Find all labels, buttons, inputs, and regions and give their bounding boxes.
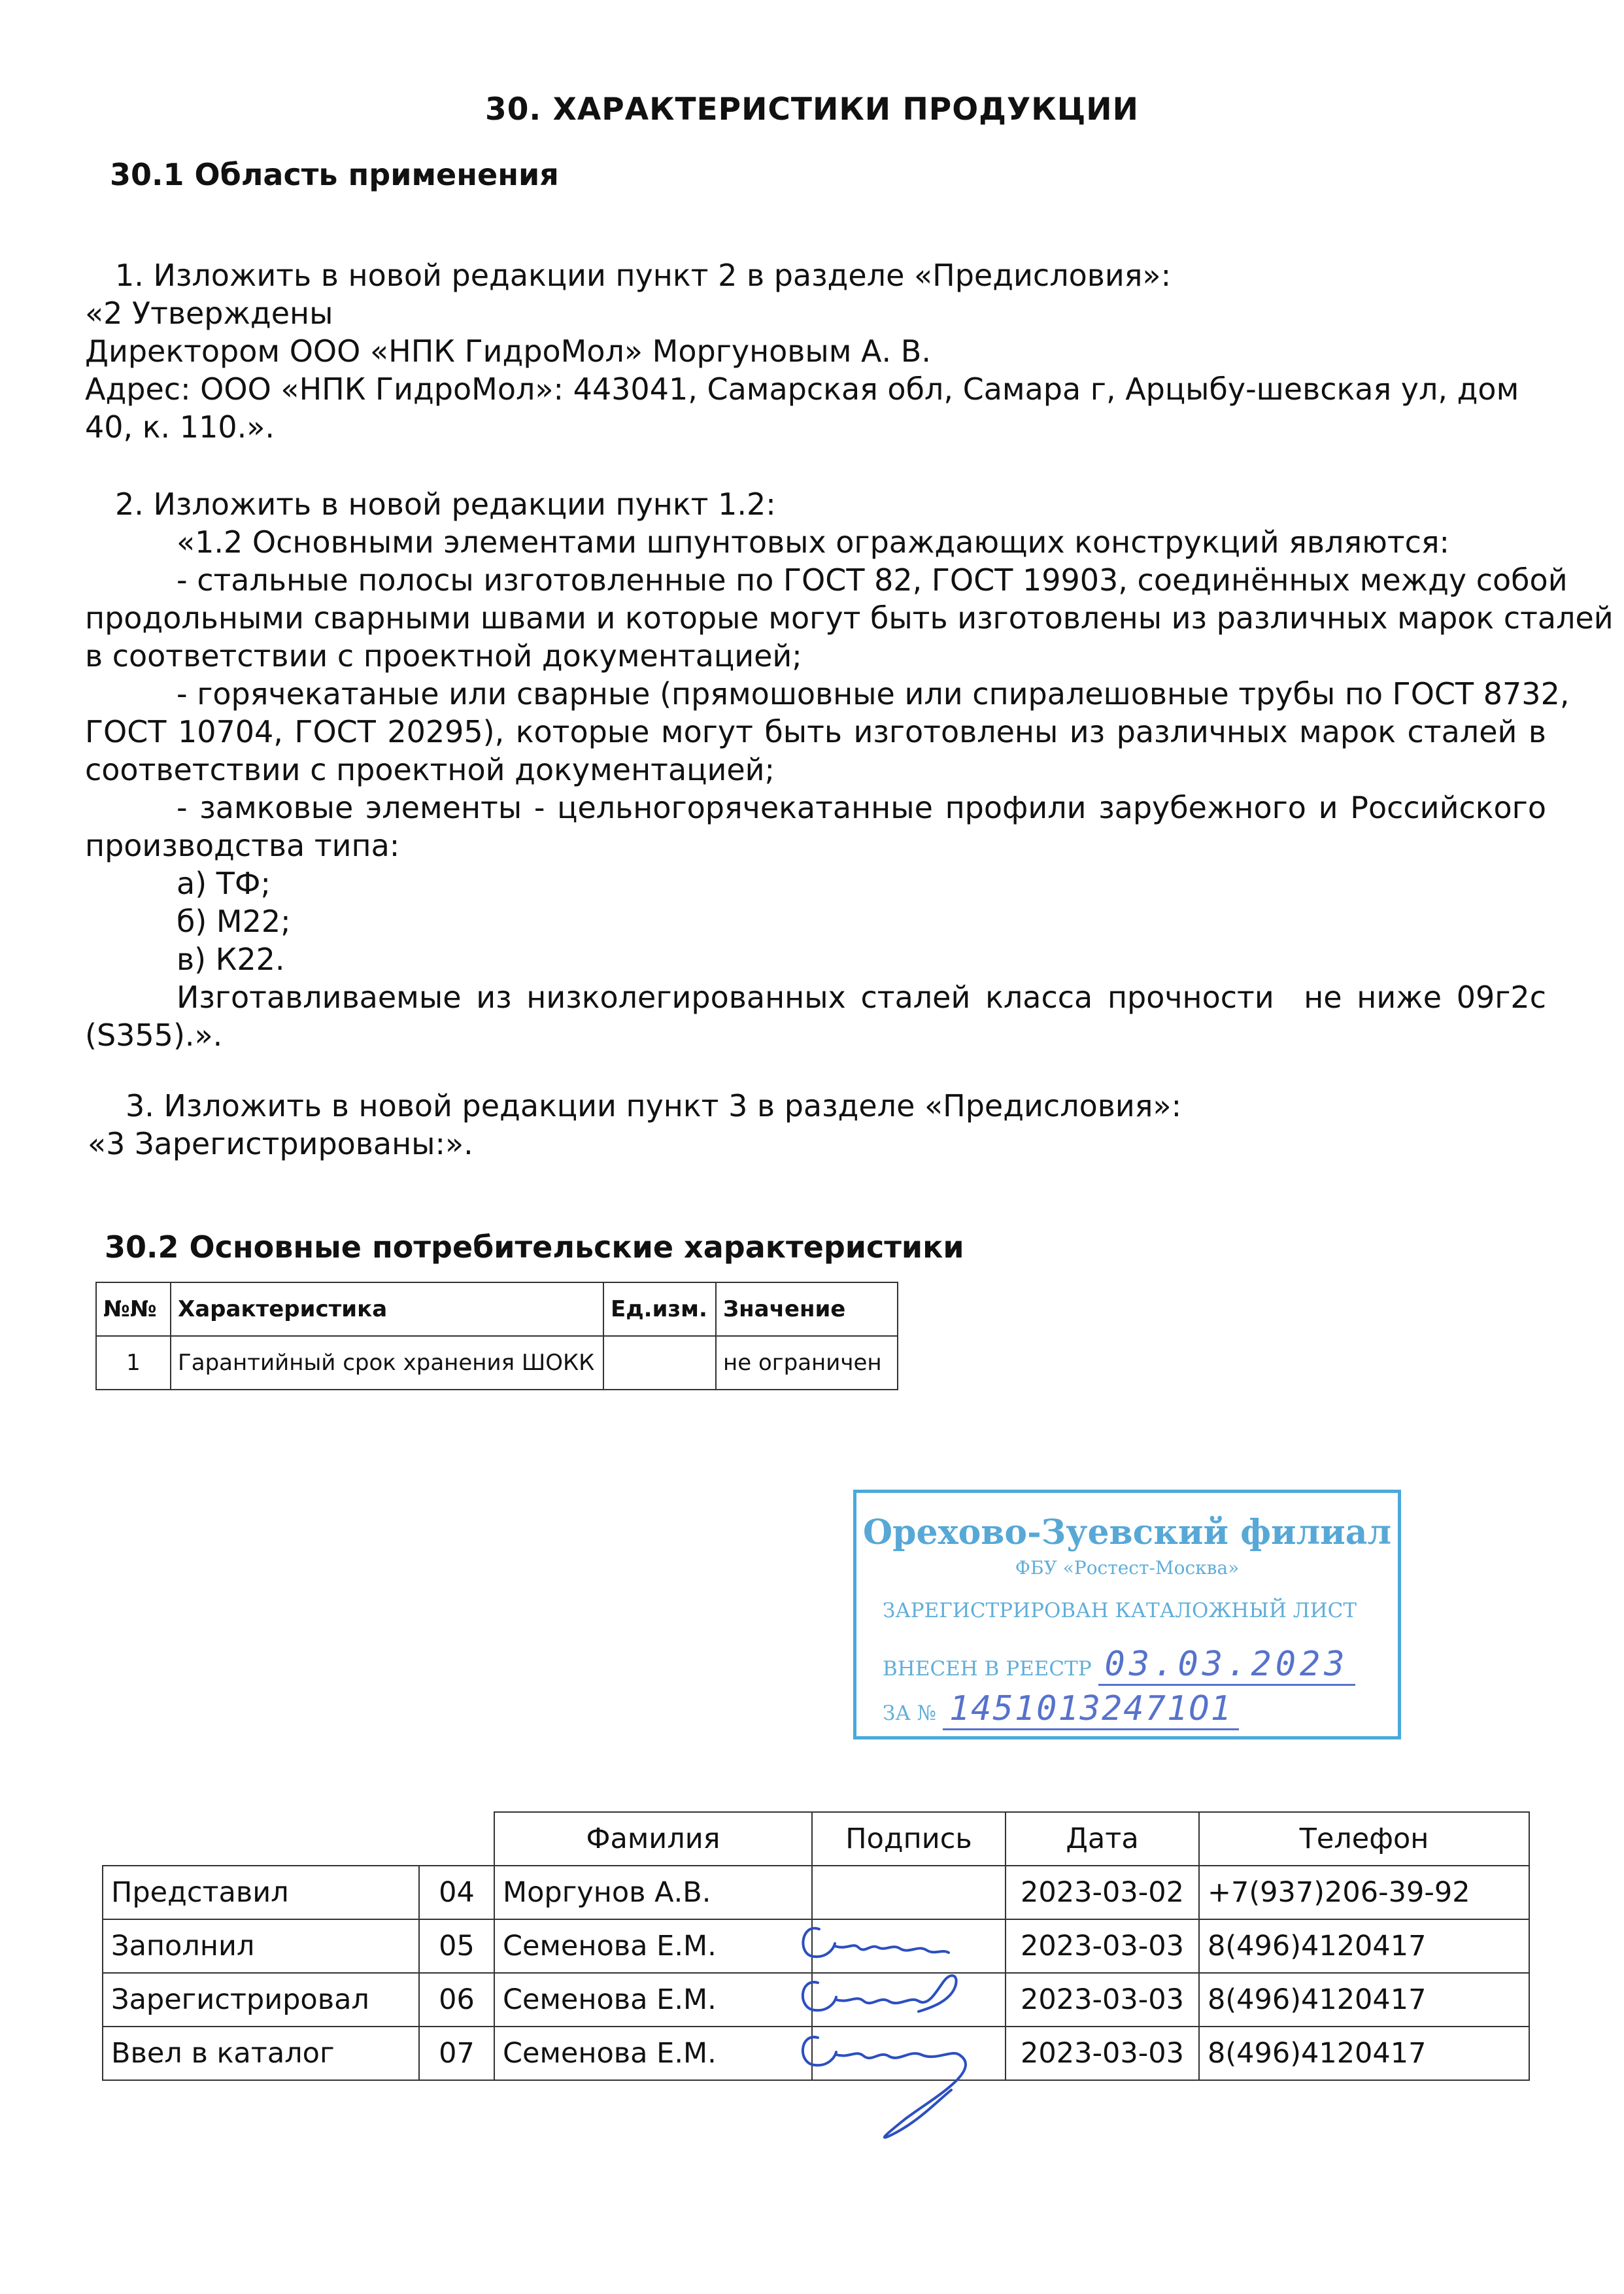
item2-intro: 2. Изложить в новой редакции пункт 1.2:: [115, 487, 776, 522]
item2-p4-line: (S355).».: [85, 1018, 223, 1053]
item2-lead: «1.2 Основными элементами шпунтовых ограждающих конструкций являются:: [177, 524, 1450, 560]
list-item: в) К22.: [177, 942, 285, 977]
table-cell: Зарегистрировал: [103, 1973, 419, 2027]
stamp-date-row: [883, 1645, 1355, 1686]
item2-p3-line: производства типа:: [85, 828, 400, 863]
table-cell: 8(496)4120417: [1199, 2027, 1529, 2080]
item1-line: 40, к. 110.».: [85, 409, 275, 445]
section-heading-scope: 30.1 Область применения: [110, 157, 559, 192]
table-header-cell: Характеристика: [171, 1282, 603, 1336]
table-cell: не ограничен: [716, 1336, 898, 1390]
table-row: [103, 2027, 1529, 2080]
table-cell: 2023-03-03: [1006, 1919, 1199, 1973]
table-row: [103, 1919, 1529, 1973]
table-cell: [812, 2027, 1006, 2080]
item2-p4-line: Изготавливаемые из низколегированных сталей класса прочности не ниже 09г2с: [177, 980, 1546, 1015]
table-cell: Ввел в каталог: [103, 2027, 419, 2080]
table-cell: 2023-03-03: [1006, 2027, 1199, 2080]
stamp-date-label: ВНЕСЕН В РЕЕСТР: [883, 1657, 1092, 1681]
table-header-cell: Фамилия: [494, 1812, 812, 1866]
table-header-cell: Подпись: [812, 1812, 1006, 1866]
table-cell: Представил: [103, 1866, 419, 1919]
stamp-registered-label: ЗАРЕГИСТРИРОВАН КАТАЛОЖНЫЙ ЛИСТ: [883, 1599, 1357, 1622]
table-header-cell: Значение: [716, 1282, 898, 1336]
item1-line: Адрес: ООО «НПК ГидроМол»: 443041, Самарская обл, Самара г, Арцыбу-шевская ул, дом: [85, 371, 1519, 407]
list-item: а) ТФ;: [177, 866, 271, 901]
item1-line: Директором ООО «НПК ГидроМол» Моргуновым А. В.: [85, 334, 931, 369]
stamp-branch-name: Орехово-Зуевский филиал: [862, 1513, 1392, 1552]
table-header-cell: Дата: [1006, 1812, 1199, 1866]
table-cell: Семенова Е.М.: [494, 1919, 812, 1973]
stamp-date-value: 03.03.2023: [1098, 1645, 1355, 1686]
table-cell: Гарантийный срок хранения ШОКК: [171, 1336, 603, 1390]
table-cell: Заполнил: [103, 1919, 419, 1973]
item2-p1-line: продольными сварными швами и которые могут быть изготовлены из различных марок сталей: [85, 600, 1614, 636]
signature-table: [102, 1811, 1530, 2081]
table-cell: Семенова Е.М.: [494, 2027, 812, 2080]
stamp-number-label: ЗА №: [883, 1702, 936, 1725]
item3-intro: 3. Изложить в новой редакции пункт 3 в разделе «Предисловия»:: [126, 1088, 1182, 1123]
table-spacer: [103, 1812, 419, 1866]
table-header-cell: №№: [96, 1282, 171, 1336]
table-cell: 07: [419, 2027, 494, 2080]
item2-p2-line: соответствии с проектной документацией;: [85, 752, 775, 787]
table-cell: [812, 1866, 1006, 1919]
table-cell: 2023-03-03: [1006, 1973, 1199, 2027]
item2-p3-line: - замковые элементы - цельногорячекатанные профили зарубежного и Российского: [177, 790, 1546, 825]
table-cell: +7(937)206-39-92: [1199, 1866, 1529, 1919]
item2-p2-line: ГОСТ 10704, ГОСТ 20295), которые могут быть изготовлены из различных марок сталей в: [85, 714, 1546, 749]
item2-p2-line: - горячекатаные или сварные (прямошовные или спиралешовные трубы по ГОСТ 8732,: [177, 676, 1570, 711]
table-header-cell: Телефон: [1199, 1812, 1529, 1866]
table-cell: 2023-03-02: [1006, 1866, 1199, 1919]
table-cell: 06: [419, 1973, 494, 2027]
table-cell: 8(496)4120417: [1199, 1973, 1529, 2027]
table-cell: 05: [419, 1919, 494, 1973]
table-cell: 04: [419, 1866, 494, 1919]
stamp-organization: ФБУ «Ростест-Москва»: [1015, 1557, 1240, 1579]
registration-stamp: [853, 1490, 1401, 1739]
list-item: б) М22;: [177, 904, 291, 939]
table-cell: [603, 1336, 716, 1390]
characteristics-table: [95, 1282, 898, 1390]
table-cell: [812, 1919, 1006, 1973]
table-header-row: [96, 1282, 898, 1336]
table-header-row: [103, 1812, 1529, 1866]
table-cell: 8(496)4120417: [1199, 1919, 1529, 1973]
section-heading-characteristics: 30.2 Основные потребительские характеристики: [105, 1229, 964, 1265]
table-spacer: [419, 1812, 494, 1866]
stamp-number-row: [883, 1689, 1239, 1730]
table-cell: [812, 1973, 1006, 2027]
table-cell: 1: [96, 1336, 171, 1390]
table-cell: Моргунов А.В.: [494, 1866, 812, 1919]
item2-p1-line: - стальные полосы изготовленные по ГОСТ 82, ГОСТ 19903, соединённых между собой: [177, 562, 1568, 598]
page-title: 30. ХАРАКТЕРИСТИКИ ПРОДУКЦИИ: [485, 92, 1139, 128]
item3-line: «3 Зарегистрированы:».: [88, 1126, 473, 1161]
stamp-number-value: 14510132471О1: [943, 1689, 1239, 1730]
table-row: [103, 1866, 1529, 1919]
table-row: [103, 1973, 1529, 2027]
table-row: [96, 1336, 898, 1390]
item1-intro: 1. Изложить в новой редакции пункт 2 в разделе «Предисловия»:: [115, 258, 1172, 293]
item2-p1-line: в соответствии с проектной документацией;: [85, 638, 802, 674]
table-cell: Семенова Е.М.: [494, 1973, 812, 2027]
item1-line: «2 Утверждены: [85, 296, 333, 331]
table-header-cell: Ед.изм.: [603, 1282, 716, 1336]
